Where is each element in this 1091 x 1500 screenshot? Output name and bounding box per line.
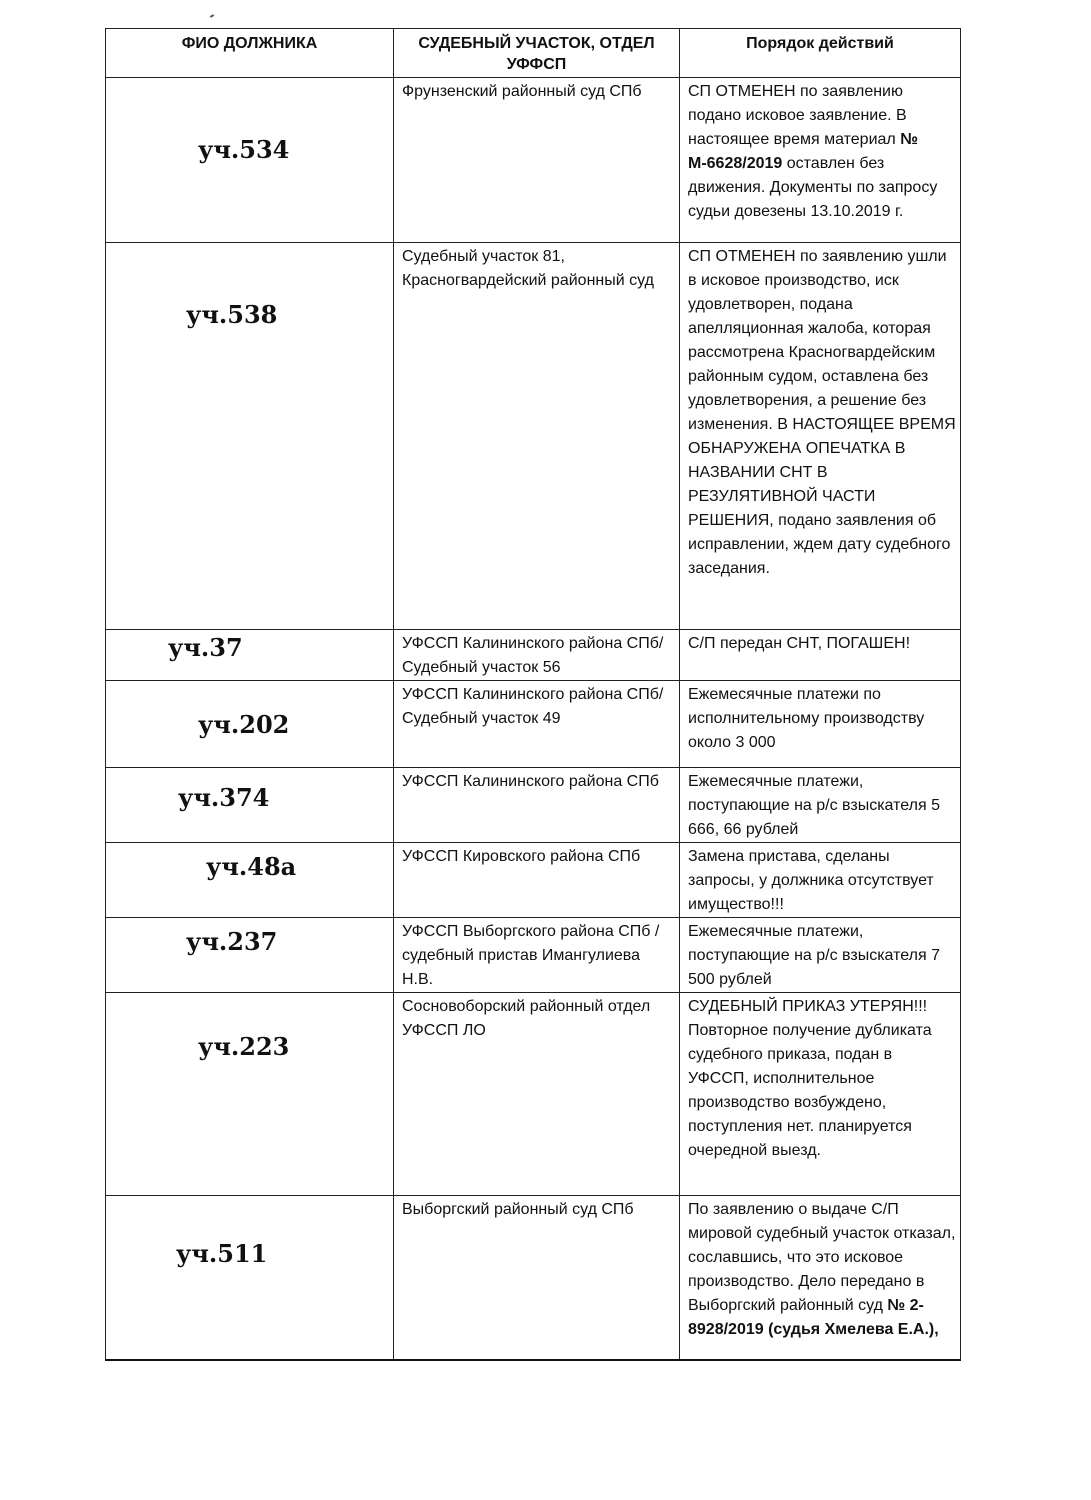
header-debtor: ФИО ДОЛЖНИКА: [106, 29, 394, 78]
case-number: № 2-8928/2019 (судья Хмелева Е.А.),: [688, 1297, 939, 1338]
debtors-table: [105, 28, 961, 1361]
table-row: [106, 918, 961, 993]
table-row: [106, 768, 961, 843]
table-row: [106, 843, 961, 918]
table-header-row: [106, 29, 961, 78]
action-cell: С/П передан СНТ, ПОГАШЕН!: [688, 635, 911, 652]
court-cell: Фрунзенский районный суд СПб: [402, 83, 642, 100]
table-row: [106, 993, 961, 1196]
court-cell: УФССП Кировского района СПб: [402, 848, 641, 865]
action-cell: СУДЕБНЫЙ ПРИКАЗ УТЕРЯН!!! Повторное получение дубликата судебного приказа, подан в УФССП, исполнительное производство возбуждено, поступления нет. планируется очередной выезд.: [688, 998, 932, 1159]
action-cell: Ежемесячные платежи, поступающие на р/с взыскателя 5 666, 66 рублей: [688, 773, 940, 838]
plot-number: уч.538: [186, 300, 278, 329]
plot-number: уч.237: [186, 927, 278, 956]
table-row: [106, 630, 961, 681]
plot-number: уч.534: [198, 135, 290, 164]
plot-number: уч.202: [198, 710, 290, 739]
plot-number: уч.374: [178, 783, 270, 812]
action-text: СП ОТМЕНЕН по заявлению подано исковое заявление. В настоящее время материал: [688, 83, 907, 148]
court-cell: Судебный участок 81, Красногвардейский районный суд: [402, 248, 654, 289]
action-cell: СП ОТМЕНЕН по заявлению ушли в исковое производство, иск удовлетворен, подана апелляционная жалоба, которая рассмотрена Красногвардейским районным судом, оставлена без удовлетворения, а решение без изменения. В НАСТОЯЩЕЕ ВРЕМЯ ОБНАРУЖЕНА ОПЕЧАТКА В НАЗВАНИИ СНТ В РЕЗУЛЯТИВНОЙ ЧАСТИ РЕШЕНИЯ, подано заявления об исправлении, ждем дату судебного заседания.: [688, 248, 956, 577]
table-row: [106, 78, 961, 243]
header-court: СУДЕБНЫЙ УЧАСТОК, ОТДЕЛ УФФСП: [394, 29, 680, 78]
court-cell: УФССП Калининского района СПб/Судебный участок 56: [402, 635, 664, 676]
plot-number: уч.511: [176, 1239, 268, 1268]
header-actions: Порядок действий: [680, 29, 961, 78]
court-cell: Выборгский районный суд СПб: [402, 1201, 634, 1218]
plot-number: уч.37: [168, 633, 243, 662]
court-cell: УФССП Калининского района СПб: [402, 773, 659, 790]
action-cell: [680, 1196, 960, 1342]
table-row: [106, 681, 961, 768]
court-cell: УФССП Калининского района СПб/Судебный участок 49: [402, 686, 664, 727]
table-row: [106, 1196, 961, 1361]
case-number: № М-6628/2019: [688, 131, 919, 172]
court-cell: Сосновоборский районный отдел УФССП ЛО: [402, 998, 651, 1039]
scan-mark: [210, 14, 214, 18]
action-text-tail: оставлен без движения. Документы по запросу судьи довезены 13.10.2019 г.: [688, 155, 938, 220]
action-cell: Ежемесячные платежи, поступающие на р/с взыскателя 7 500 рублей: [688, 923, 940, 988]
plot-number: уч.223: [198, 1032, 290, 1061]
action-cell: Замена пристава, сделаны запросы, у должника отсутствует имущество!!!: [688, 848, 934, 913]
court-cell: УФССП Выборгского района СПб /судебный пристав Имангулиева Н.В.: [402, 923, 660, 988]
plot-number: уч.48а: [206, 852, 297, 881]
table-row: [106, 243, 961, 630]
action-cell: [680, 78, 960, 224]
action-cell: Ежемесячные платежи по исполнительному производству около 3 000: [688, 686, 925, 751]
action-text: По заявлению о выдаче С/П мировой судебный участок отказал, сославшись, что это исковое производство. Дело передано в Выборгский районный суд: [688, 1201, 956, 1314]
